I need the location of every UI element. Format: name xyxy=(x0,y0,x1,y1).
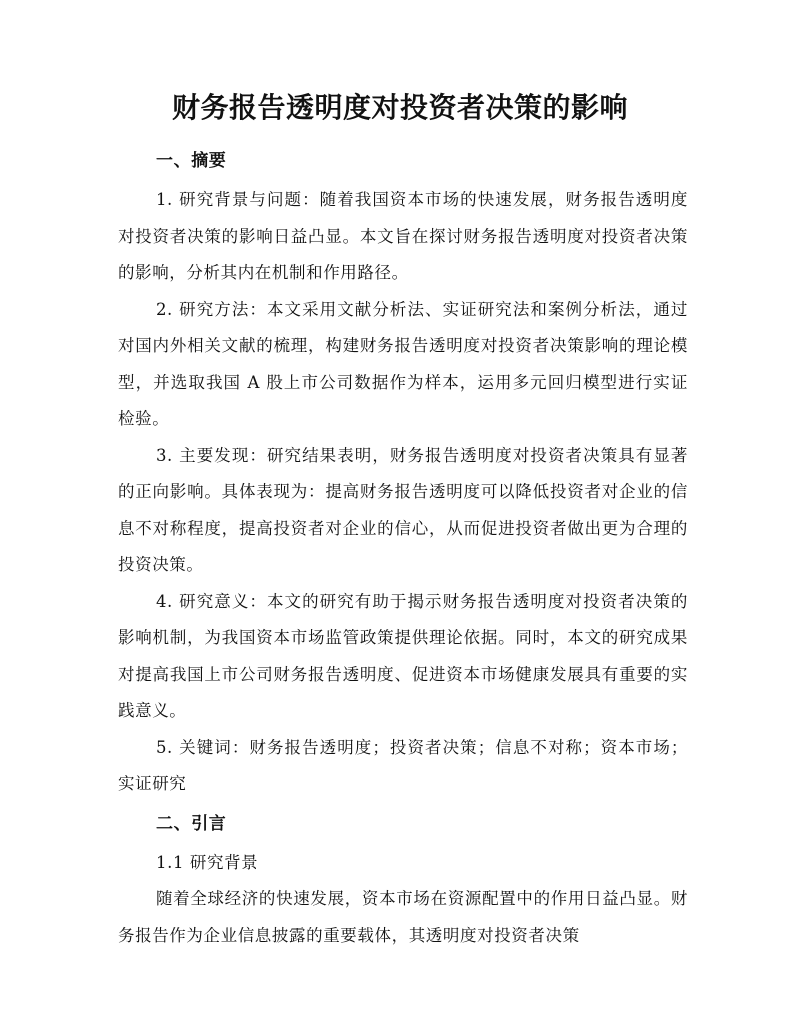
introduction-paragraph: 随着全球经济的快速发展，资本市场在资源配置中的作用日益凸显。财务报告作为企业信息披露的重要载体，其透明度对投资者决策 xyxy=(118,889,688,945)
abstract-paragraph-methods: 2. 研究方法：本文采用文献分析法、实证研究法和案例分析法，通过对国内外相关文献的梳理，构建财务报告透明度对投资者决策影响的理论模型，并选取我国 A 股上市公司数据作为样本，运用多元回归模型进行实证检验。 xyxy=(118,299,688,428)
subsection-heading-background: 1.1 研究背景 xyxy=(156,852,259,872)
section-heading-introduction: 二、引言 xyxy=(156,813,227,834)
section-heading-abstract: 一、摘要 xyxy=(156,151,227,171)
document-body xyxy=(118,140,688,954)
abstract-paragraph-significance: 4. 研究意义：本文的研究有助于揭示财务报告透明度对投资者决策的影响机制，为我国资本市场监管政策提供理论依据。同时，本文的研究成果对提高我国上市公司财务报告透明度、促进资本市场健康发展具有重要的实践意义。 xyxy=(118,591,688,720)
abstract-paragraph-findings: 3. 主要发现：研究结果表明，财务报告透明度对投资者决策具有显著的正向影响。具体表现为：提高财务报告透明度可以降低投资者对企业的信息不对称程度，提高投资者对企业的信心，从而促进投资者做出更为合理的投资决策。 xyxy=(118,445,688,574)
document-title: 财务报告透明度对投资者决策的影响 xyxy=(171,91,628,124)
abstract-paragraph-background: 1. 研究背景与问题：随着我国资本市场的快速发展，财务报告透明度对投资者决策的影响日益凸显。本文旨在探讨财务报告透明度对投资者决策的影响，分析其内在机制和作用路径。 xyxy=(118,190,688,282)
abstract-paragraph-keywords: 5. 关键词：财务报告透明度；投资者决策；信息不对称；资本市场；实证研究 xyxy=(118,737,688,793)
